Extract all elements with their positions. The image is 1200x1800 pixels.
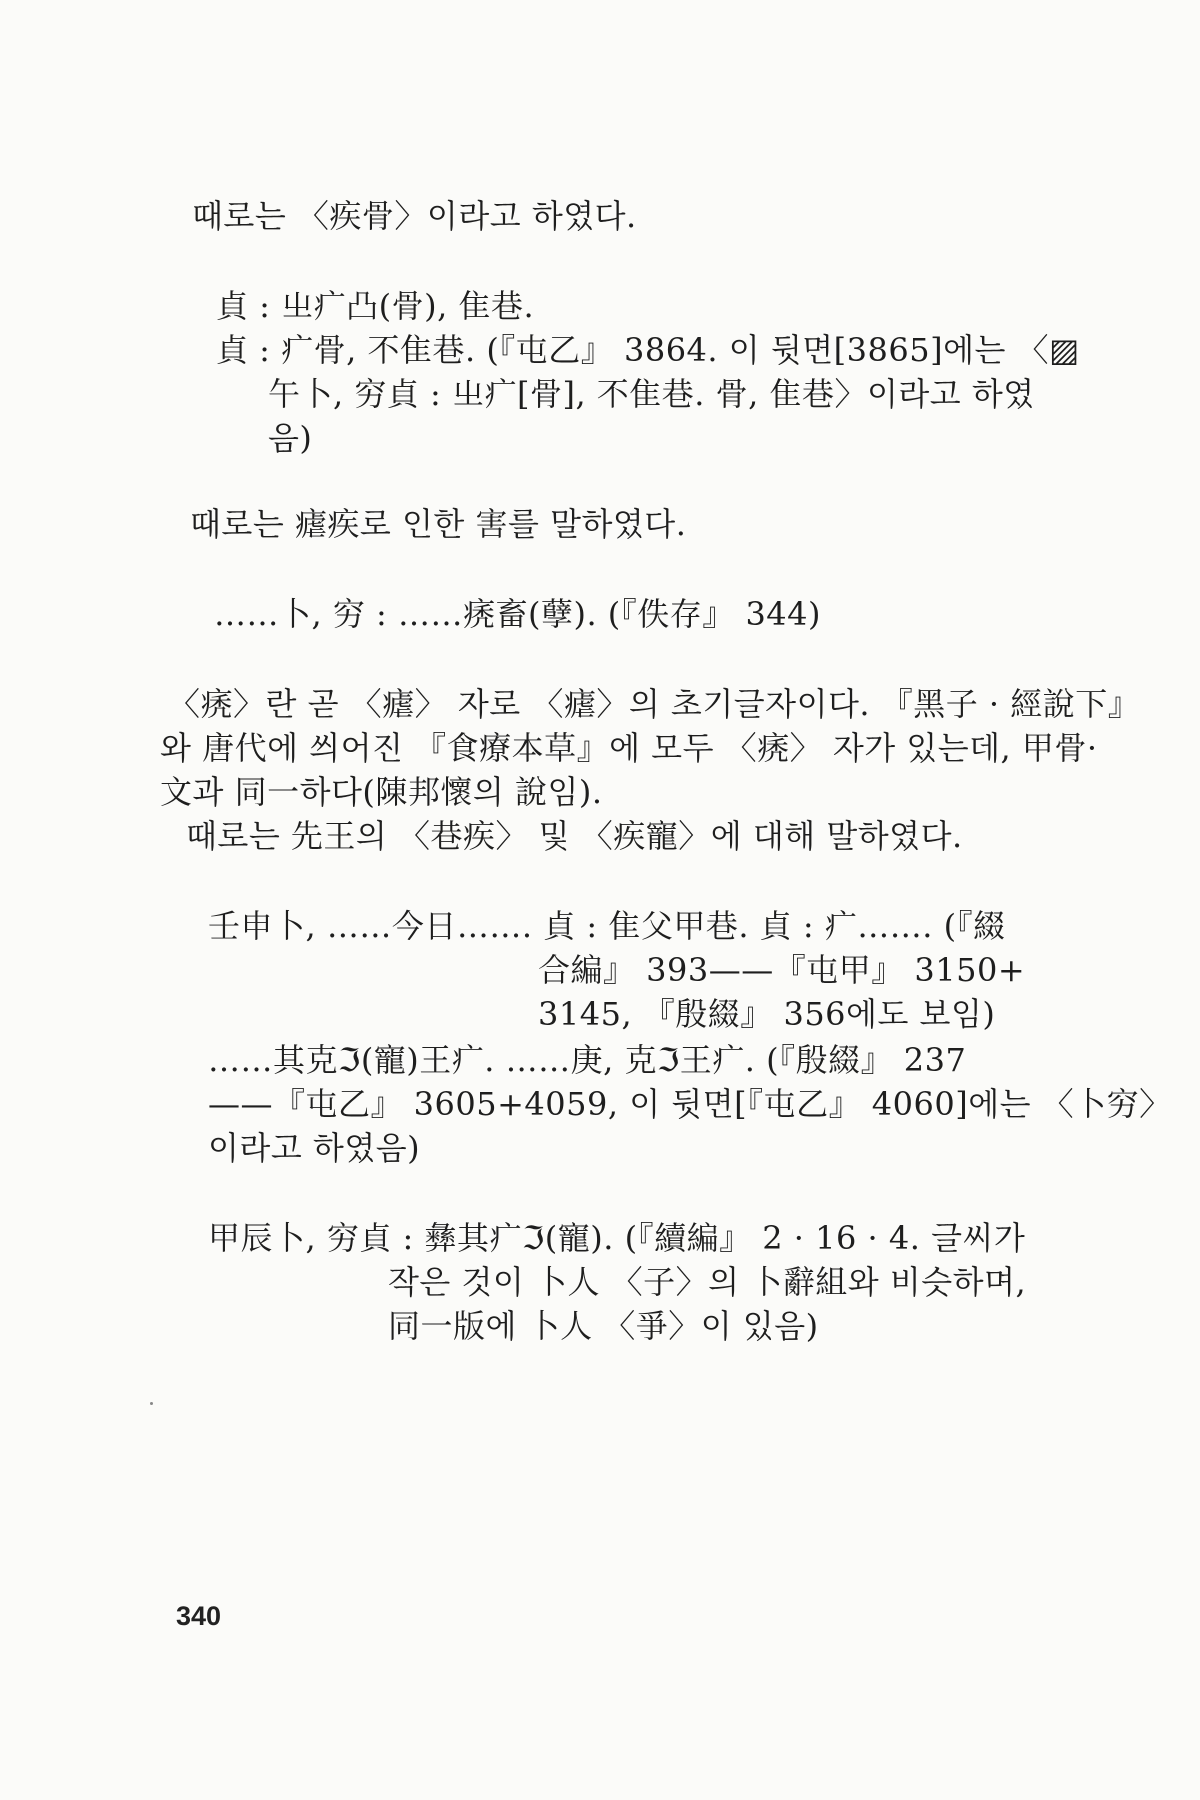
stray-mark [150, 1402, 153, 1405]
quote-line-6: 壬申卜, ……今日……. 貞 : 隹父甲巷. 貞 : 疒……. (『綴 [208, 907, 1006, 945]
quote-line-8: 3145, 『殷綴』 356에도 보임) [538, 995, 996, 1033]
quote-line-10: ——『屯乙』 3605+4059, 이 뒷면[『屯乙』 4060]에는 〈卜穷〉 [208, 1085, 1172, 1123]
page-number: 340 [176, 1601, 222, 1631]
quote-line-2: 貞 : 疒骨, 不隹巷. (『屯乙』 3864. 이 뒷면[3865]에는 〈▨ [216, 331, 1080, 369]
quote-line-11: 이라고 하였음) [208, 1129, 421, 1167]
quote-line-5: ……卜, 穷 : ……痜畜(孽). (『佚存』 344) [214, 595, 822, 633]
paragraph-line-3: 文과 同一하다(陳邦懷의 說임). [160, 773, 603, 811]
quote-line-4: 음) [268, 419, 313, 457]
quote-line-7: 合編』 393——『屯甲』 3150+ [538, 951, 1026, 989]
quote-line-14: 同一版에 卜人 〈爭〉이 있음) [388, 1307, 819, 1345]
text-line-2: 때로는 瘧疾로 인한 害를 말하였다. [190, 505, 687, 543]
quote-line-3: 午卜, 穷貞 : 㞢疒[骨], 不隹巷. 骨, 隹巷〉이라고 하였 [268, 375, 1035, 413]
quote-line-13: 작은 것이 卜人 〈子〉의 卜辭組와 비슷하며, [388, 1263, 1027, 1301]
quote-line-1: 貞 : 㞢疒凸(骨), 隹巷. [216, 287, 535, 325]
text-line-1: 때로는 〈疾骨〉이라고 하였다. [192, 197, 637, 235]
paragraph-line-4: 때로는 先王의 〈巷疾〉 및 〈疾寵〉에 대해 말하였다. [186, 817, 963, 855]
paragraph-line-2: 와 唐代에 씌어진 『食療本草』에 모두 〈痜〉 자가 있는데, 甲骨· [160, 729, 1098, 767]
quote-line-12: 甲辰卜, 穷貞 : 彝其疒ℑ(寵). (『續編』 2 · 16 · 4. 글씨가 [208, 1219, 1026, 1257]
paragraph-line-1: 〈痜〉란 곧 〈瘧〉 자로 〈瘧〉의 초기글자이다. 『黑子 · 經說下』 [168, 685, 1141, 723]
quote-line-9: ……其克ℑ(寵)王疒. ……庚, 克ℑ王疒. (『殷綴』 237 [208, 1041, 967, 1079]
